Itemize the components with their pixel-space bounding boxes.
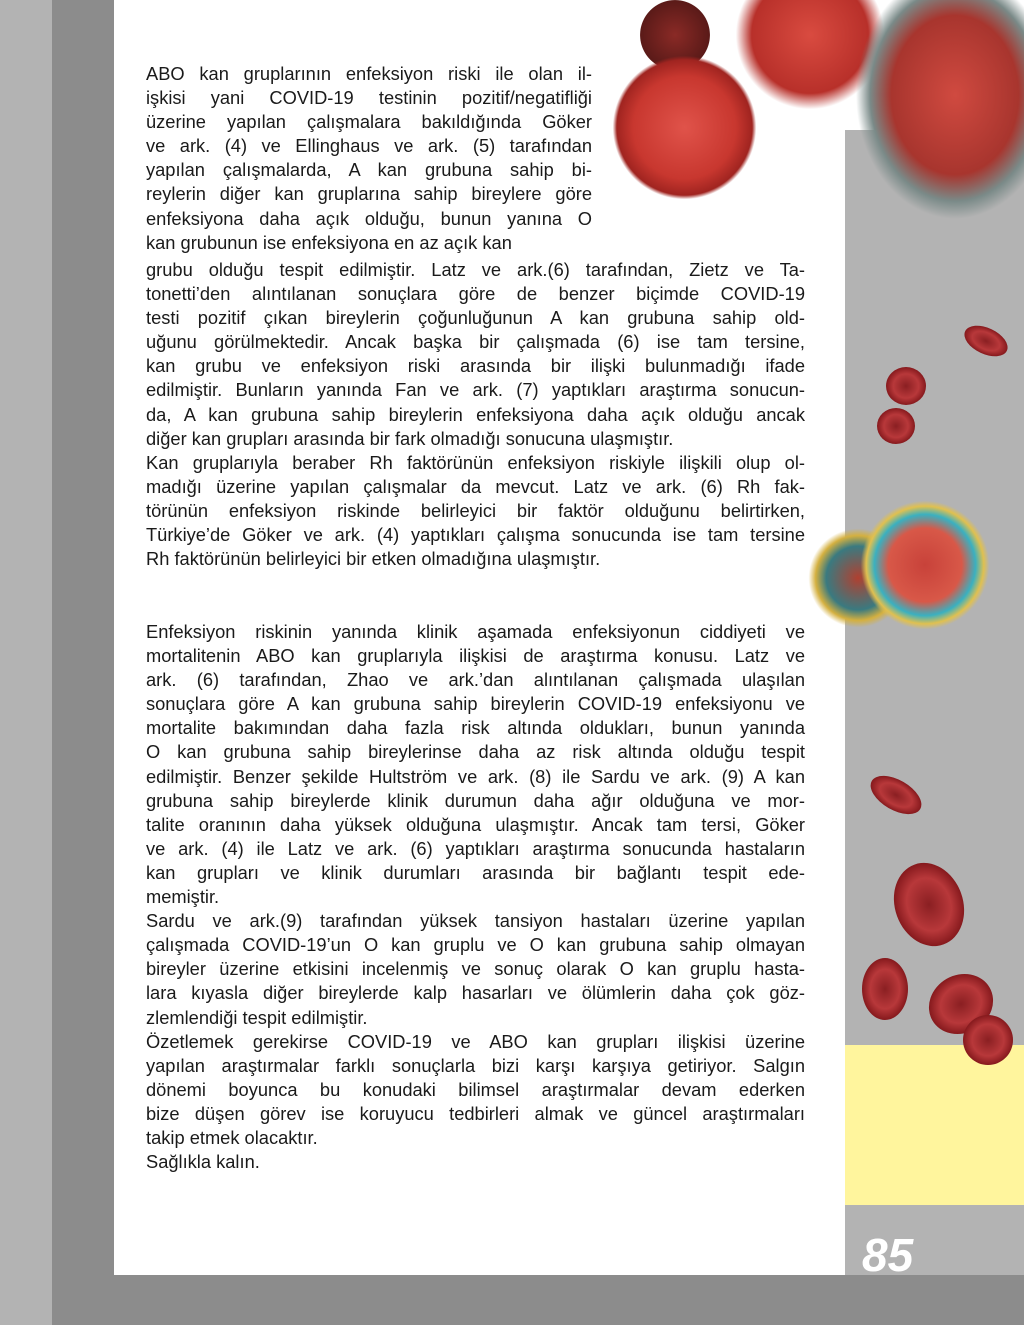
text-line: Özetlemek gerekirse COVID-19 ve ABO kan grupları ilişkisi üzerine [146,1030,805,1052]
text-line: madığı üzerine yapılan çalışmalar da mevcut. Latz ve ark. (6) Rh fak- [146,475,805,497]
text-line: tonetti’den alıntılanan sonuçlara göre de benzer biçimde COVID-19 [146,283,805,305]
text-line: mortalitenin ABO kan gruplarıyla ilişkisi de araştırma konusu. Latz ve [146,645,805,667]
text-line: çalışmada COVID-19’un O kan gruplu ve O kan grubuna sahip olmayan [146,934,805,956]
text-line: takip etmek olacaktır. [146,1126,318,1148]
text-line: zlemlendiği tespit edilmiştir. [146,1006,368,1028]
text-line: Rh faktörünün belirleyici bir etken olmadığına ulaşmıştır. [146,548,601,570]
yellow-accent-block [845,1045,1024,1205]
text-line: Sardu ve ark.(9) tarafından yüksek tansiyon hastaları üzerine yapılan [146,910,805,932]
text-line: işkisi yani COVID-19 testinin pozitif/negatifliği [146,87,592,109]
text-line: bize düşen görev ise koruyucu tedbirleri almak ve güncel araştırmaları [146,1102,805,1124]
text-line: bireyler üzerine etkisini incelenmiş ve sonuç olarak O kan gruplu hasta- [146,958,805,980]
text-line: üzerine yapılan çalışmalara bakıldığında Göker [146,111,592,133]
text-line: sonuçlara göre A kan grubuna sahip bireylerin COVID-19 enfeksiyonu ve [146,693,805,715]
blood-cell-illustration [886,367,926,405]
blood-cell-illustration [862,958,908,1020]
virus-illustration [612,55,757,200]
text-line: ABO kan gruplarının enfeksiyon riski ile olan il- [146,63,592,84]
text-line: kan grubunun ise enfeksiyona en az açık kan [146,231,512,253]
text-line: kan grupları ve klinik durumları arasında bir bağlantı tespit ede- [146,861,805,883]
text-line: Sağlıkla kalın. [146,1151,260,1173]
text-line: törünün enfeksiyon riskinde belirleyici bir faktör olduğunu belirtirken, [146,499,805,521]
text-line: enfeksiyona daha açık olduğu, bunun yanına O [146,207,592,229]
text-line: lara kıyasla diğer bireylerde kalp hasarları ve ölümlerin daha çok göz- [146,982,805,1004]
text-line: ve ark. (4) ve Ellinghaus ve ark. (5) tarafından [146,135,592,157]
text-line: yapılan araştırmalar farklı sonuçlarla bizi karşı karşıya getiriyor. Salgın [146,1054,805,1076]
text-line: da, A kan grubuna sahip bireylerin enfeksiyona daha açık olduğu ancak [146,403,805,425]
text-block [146,62,592,255]
text-line: testi pozitif çıkan bireylerin çoğunluğunun A kan grubuna sahip old- [146,307,805,329]
text-line: grubu olduğu tespit edilmiştir. Latz ve ark.(6) tarafından, Zietz ve Ta- [146,259,805,280]
text-block [146,258,805,571]
left-margin-band [0,0,52,1325]
text-line: uğunu görülmektedir. Ancak başka bir çalışmada (6) ise tam tersine, [146,331,805,353]
text-line: Kan gruplarıyla beraber Rh faktörünün enfeksiyon riskiyle ilişkili olup ol- [146,451,805,473]
text-block [146,620,805,1174]
text-line: memiştir. [146,886,220,908]
text-line: talite oranının daha yüksek olduğuna ulaşmıştır. Ancak tam tersi, Göker [146,813,805,835]
text-line: edilmiştir. Benzer şekilde Hultström ve ark. (8) ile Sardu ve ark. (9) A kan [146,765,805,787]
text-line: yapılan çalışmalarda, A kan grubuna sahip bi- [146,159,592,181]
text-line: ark. (6) tarafından, Zhao ve ark.’dan alıntılanan çalışmada ulaşılan [146,669,805,691]
text-line: kan grubu ve enfeksiyon riski arasında bir ilişki bulunmadığı ifade [146,355,805,377]
text-line: reylerin diğer kan gruplarına sahip bireylere göre [146,183,592,205]
page-number: 85 [862,1229,914,1281]
text-line: ve ark. (4) ile Latz ve ark. (6) yaptıkları araştırma sonucunda hastaların [146,837,805,859]
blood-cell-illustration [963,1015,1013,1065]
text-line: dönemi boyunca bu konudaki bilimsel araştırmalar devam ederken [146,1078,805,1100]
text-line: Enfeksiyon riskinin yanında klinik aşamada enfeksiyonun ciddiyeti ve [146,621,805,642]
blood-cell-illustration [877,408,915,444]
text-line: mortalite bakımından daha fazla risk altında oldukları, bunun yanında [146,717,805,739]
text-line: O kan grubuna sahip bireylerinse daha az risk altında olduğu tespit [146,741,805,763]
text-line: Türkiye’de Göker ve ark. (4) yaptıkları çalışma sonucunda ise tam tersine [146,524,805,546]
text-line: diğer kan grupları arasında bir fark olmadığı sonucuna ulaşmıştır. [146,427,674,449]
text-line: edilmiştir. Bunların yanında Fan ve ark. (7) yaptıkları araştırma sonucun- [146,379,805,401]
text-line: grubuna sahip bireylerde klinik durumun daha ağır olduğuna ve mor- [146,789,805,811]
virus-illustration [860,500,990,630]
